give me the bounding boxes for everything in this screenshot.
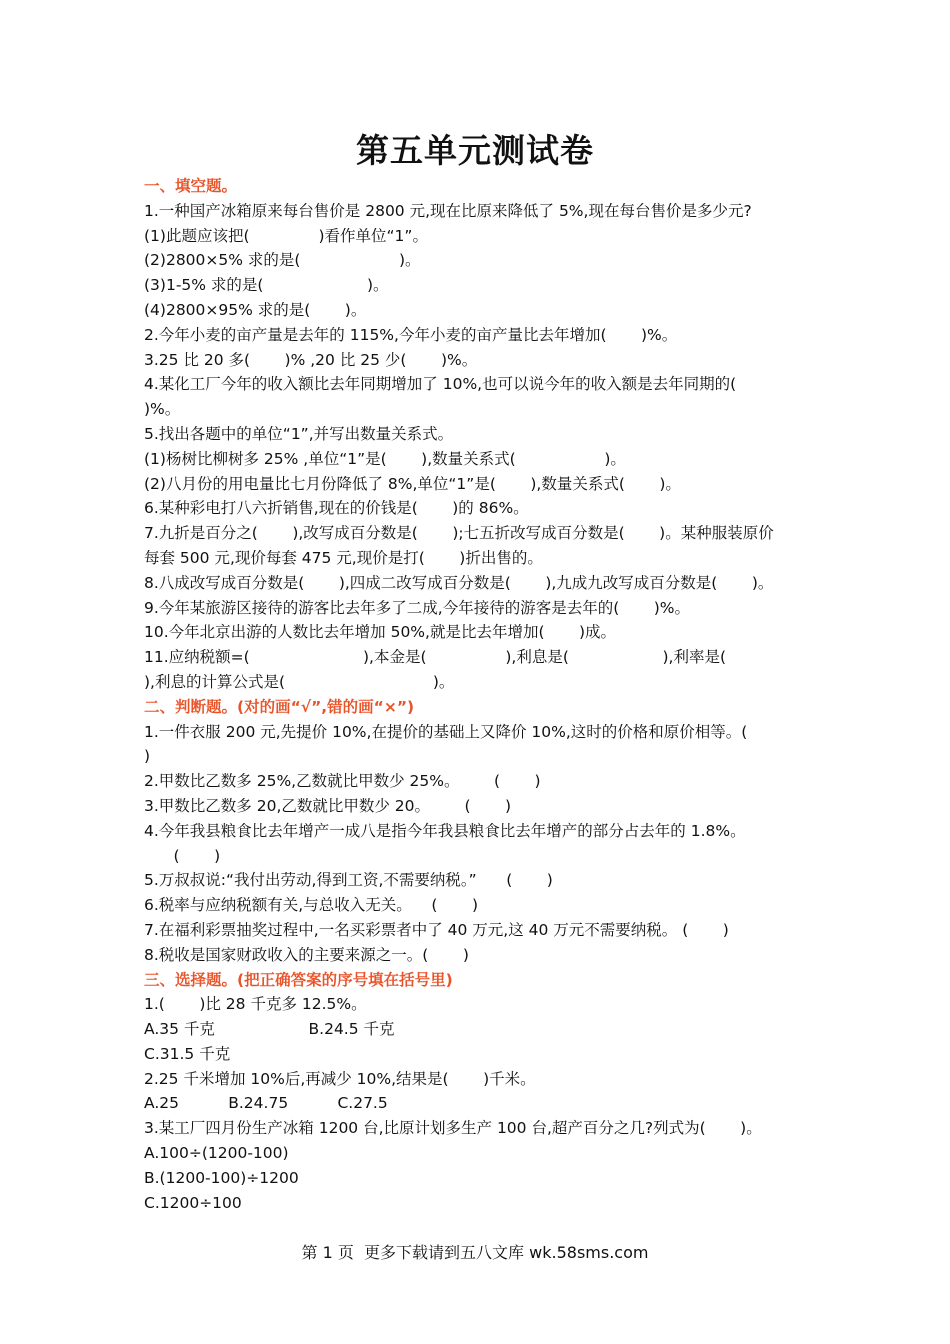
question-line: A.35 千克 B.24.5 千克 xyxy=(144,1020,395,1039)
question-line: ) xyxy=(144,747,151,766)
question-line: 6.税率与应纳税额有关,与总收入无关。 ( ) xyxy=(144,896,479,915)
question-line: (2)2800×5% 求的是( )。 xyxy=(144,251,421,270)
question-line: 6.某种彩电打八六折销售,现在的价钱是( )的 86%。 xyxy=(144,499,529,518)
question-line: (4)2800×95% 求的是( )。 xyxy=(144,300,367,319)
question-line: 1.一件衣服 200 元,先提价 10%,在提价的基础上又降价 10%,这时的价格和原价相等。( xyxy=(144,722,748,741)
question-line: 每套 500 元,现价每套 475 元,现价是打( )折出售的。 xyxy=(144,548,543,567)
question-line: 2.今年小麦的亩产量是去年的 115%,今年小麦的亩产量比去年增加( )%。 xyxy=(144,325,678,344)
question-line: C.31.5 千克 xyxy=(144,1044,231,1063)
question-line: 4.某化工厂今年的收入额比去年同期增加了 10%,也可以说今年的收入额是去年同期的( xyxy=(144,375,737,394)
question-line: C.1200÷100 xyxy=(144,1193,242,1212)
question-line: 3.25 比 20 多( )% ,20 比 25 少( )%。 xyxy=(144,350,478,369)
section-heading: 一、填空题。 xyxy=(144,177,238,195)
question-line: 1.一种国产冰箱原来每台售价是 2800 元,现在比原来降低了 5%,现在每台售价是多少元? xyxy=(144,201,752,220)
question-line: (2)八月份的用电量比七月份降低了 8%,单位“1”是( ),数量关系式( )。 xyxy=(144,474,681,493)
question-line: 5.万叔叔说:“我付出劳动,得到工资,不需要纳税。” ( ) xyxy=(144,871,553,890)
question-line: ),利息的计算公式是( )。 xyxy=(144,672,455,691)
question-line: 11.应纳税额=( ),本金是( ),利息是( ),利率是( xyxy=(144,648,727,667)
question-line: (3)1-5% 求的是( )。 xyxy=(144,276,389,295)
question-line: 1.( )比 28 千克多 12.5%。 xyxy=(144,995,367,1014)
page-title: 第五单元测试卷 xyxy=(356,131,594,170)
question-line: 2.25 千米增加 10%后,再减少 10%,结果是( )千米。 xyxy=(144,1069,536,1088)
question-line: A.100÷(1200-100) xyxy=(144,1144,289,1163)
question-line: 8.税收是国家财政收入的主要来源之一。( ) xyxy=(144,945,469,964)
page-footer: 第 1 页 更多下载请到五八文库 wk.58sms.com xyxy=(301,1243,649,1262)
question-line: 5.找出各题中的单位“1”,并写出数量关系式。 xyxy=(144,424,454,443)
question-line: )%。 xyxy=(144,400,181,419)
question-line: 7.在福利彩票抽奖过程中,一名买彩票者中了 40 万元,这 40 万元不需要纳税。 ( ) xyxy=(144,920,729,939)
question-line: 9.今年某旅游区接待的游客比去年多了二成,今年接待的游客是去年的( )%。 xyxy=(144,598,691,617)
question-line: (1)杨树比柳树多 25% ,单位“1”是( ),数量关系式( )。 xyxy=(144,449,626,468)
question-line: 4.今年我县粮食比去年增产一成八是指今年我县粮食比去年增产的部分占去年的 1.8%。 xyxy=(144,821,746,840)
question-line: 3.某工厂四月份生产冰箱 1200 台,比原计划多生产 100 台,超产百分之几?列式为( )。 xyxy=(144,1119,762,1138)
question-line: 8.八成改写成百分数是( ),四成二改写成百分数是( ),九成九改写成百分数是( )。 xyxy=(144,573,774,592)
question-line: 3.甲数比乙数多 20,乙数就比甲数少 20。 ( ) xyxy=(144,796,512,815)
question-line: (1)此题应该把( )看作单位“1”。 xyxy=(144,226,428,245)
exam-content xyxy=(144,174,806,1215)
section-heading: 二、判断题。(对的画“√”,错的画“×”) xyxy=(144,697,415,716)
question-line: ( ) xyxy=(144,846,221,865)
question-line: 2.甲数比乙数多 25%,乙数就比甲数少 25%。 ( ) xyxy=(144,772,541,791)
question-line: A.25 B.24.75 C.27.5 xyxy=(144,1094,388,1113)
question-line: B.(1200-100)÷1200 xyxy=(144,1168,299,1187)
question-line: 7.九折是百分之( ),改写成百分数是( );七五折改写成百分数是( )。某种服装原价 xyxy=(144,524,774,543)
section-heading: 三、选择题。(把正确答案的序号填在括号里) xyxy=(144,970,453,989)
question-line: 10.今年北京出游的人数比去年增加 50%,就是比去年增加( )成。 xyxy=(144,623,617,642)
